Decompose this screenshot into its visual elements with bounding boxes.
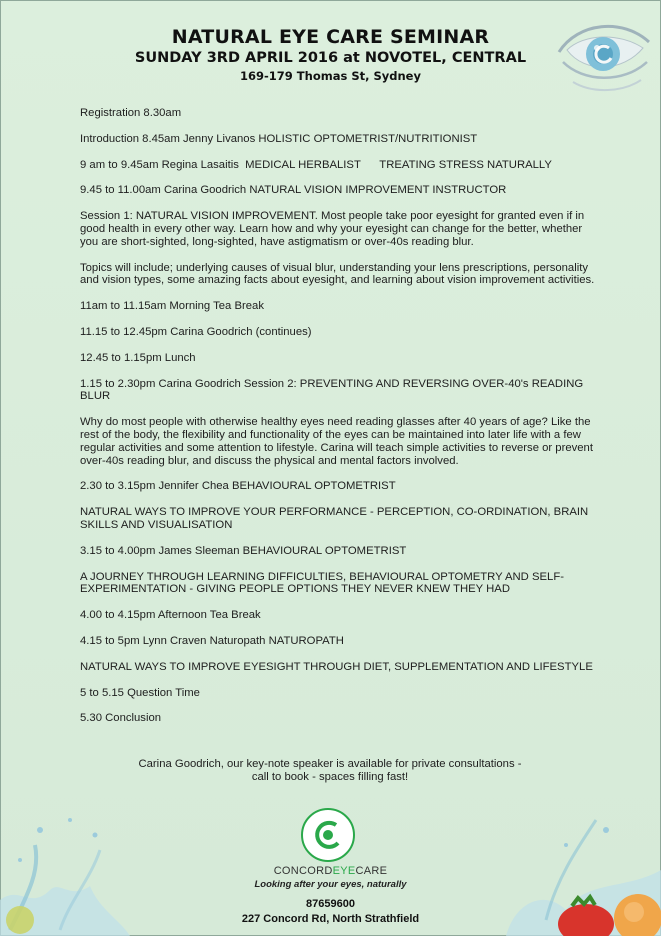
schedule-item: 9 am to 9.45am Regina Lasaitis MEDICAL HERBALIST TREATING STRESS NATURALLY xyxy=(80,158,552,171)
schedule-description: Topics will include; underlying causes of visual blur, understanding your lens prescriptions, personality and vision types, some amazing facts about eyesight, and learning about vision improvement activities. xyxy=(80,261,595,287)
schedule-item: 5 to 5.15 Question Time xyxy=(80,686,200,699)
schedule-item: 12.45 to 1.15pm Lunch xyxy=(80,351,196,364)
concord-eye-care-logo-icon xyxy=(300,807,356,863)
schedule-description: Session 1: NATURAL VISION IMPROVEMENT. Most people take poor eyesight for granted even if in good health in every other way. Learn how and why your eyesight can change for the better, whether you are short-sighted, long-sighted, have astigmatism or over-40s reading blur. xyxy=(80,210,585,248)
schedule-item: Introduction 8.45am Jenny Livanos HOLISTIC OPTOMETRIST/NUTRITIONIST xyxy=(80,132,478,145)
schedule-item: 9.45 to 11.00am Carina Goodrich NATURAL VISION IMPROVEMENT INSTRUCTOR xyxy=(80,184,507,197)
schedule-item: Registration 8.30am xyxy=(80,107,182,119)
schedule xyxy=(80,107,600,725)
contact-phone: 87659600 xyxy=(306,898,355,910)
schedule-description: A JOURNEY THROUGH LEARNING DIFFICULTIES, BEHAVIOURAL OPTOMETRY AND SELF-EXPERIMENTATION - GIVING PEOPLE OPTIONS THEY NEVER KNEW THEY HAD xyxy=(80,570,564,596)
schedule-description: NATURAL WAYS TO IMPROVE EYESIGHT THROUGH DIET, SUPPLEMENTATION AND LIFESTYLE xyxy=(80,660,593,673)
brand-name-concord: CONCORD xyxy=(273,865,333,877)
schedule-description: Why do most people with otherwise healthy eyes need reading glasses after 40 years of age? Like the rest of the body, the flexibility and functionality of the eyes can be maintained into later life with a few regular activities and some attention to lifestyle. Carina will teach simple activities to reverse or prevent over-40s reading blur, and discuss the physical and mental factors involved. xyxy=(80,416,593,467)
brand-name-care: CARE xyxy=(355,865,388,877)
brand-tagline: Looking after your eyes, naturally xyxy=(254,879,407,890)
schedule-item: 3.15 to 4.00pm James Sleeman BEHAVIOURAL OPTOMETRIST xyxy=(80,544,407,557)
consultation-note xyxy=(100,758,560,784)
flyer-header xyxy=(0,26,661,84)
schedule-item: 11am to 11.15am Morning Tea Break xyxy=(80,300,264,313)
schedule-item: 2.30 to 3.15pm Jennifer Chea BEHAVIOURAL OPTOMETRIST xyxy=(80,480,396,493)
seminar-address: 169-179 Thomas St, Sydney xyxy=(240,69,421,83)
seminar-title: NATURAL EYE CARE SEMINAR xyxy=(171,26,490,48)
brand-name-eye: EYE xyxy=(332,865,356,877)
brand-name xyxy=(0,865,661,877)
schedule-item: 4.00 to 4.15pm Afternoon Tea Break xyxy=(80,609,261,622)
seminar-date-venue: SUNDAY 3RD APRIL 2016 at NOVOTEL, CENTRAL xyxy=(134,50,527,66)
schedule-description: NATURAL WAYS TO IMPROVE YOUR PERFORMANCE - PERCEPTION, CO-ORDINATION, BRAIN SKILLS AND VISUALISATION xyxy=(80,506,589,531)
consultation-note-line: call to book - spaces filling fast! xyxy=(251,771,409,783)
schedule-item: 1.15 to 2.30pm Carina Goodrich Session 2: PREVENTING AND REVERSING OVER-40's READING BLUR xyxy=(80,377,584,403)
schedule-item: 4.15 to 5pm Lynn Craven Naturopath NATUROPATH xyxy=(80,634,344,647)
schedule-item: 5.30 Conclusion xyxy=(80,712,162,725)
consultation-note-line: Carina Goodrich, our key-note speaker is available for private consultations - xyxy=(138,758,522,770)
schedule-item: 11.15 to 12.45pm Carina Goodrich (continues) xyxy=(80,325,312,338)
contact-address: 227 Concord Rd, North Strathfield xyxy=(241,913,420,925)
